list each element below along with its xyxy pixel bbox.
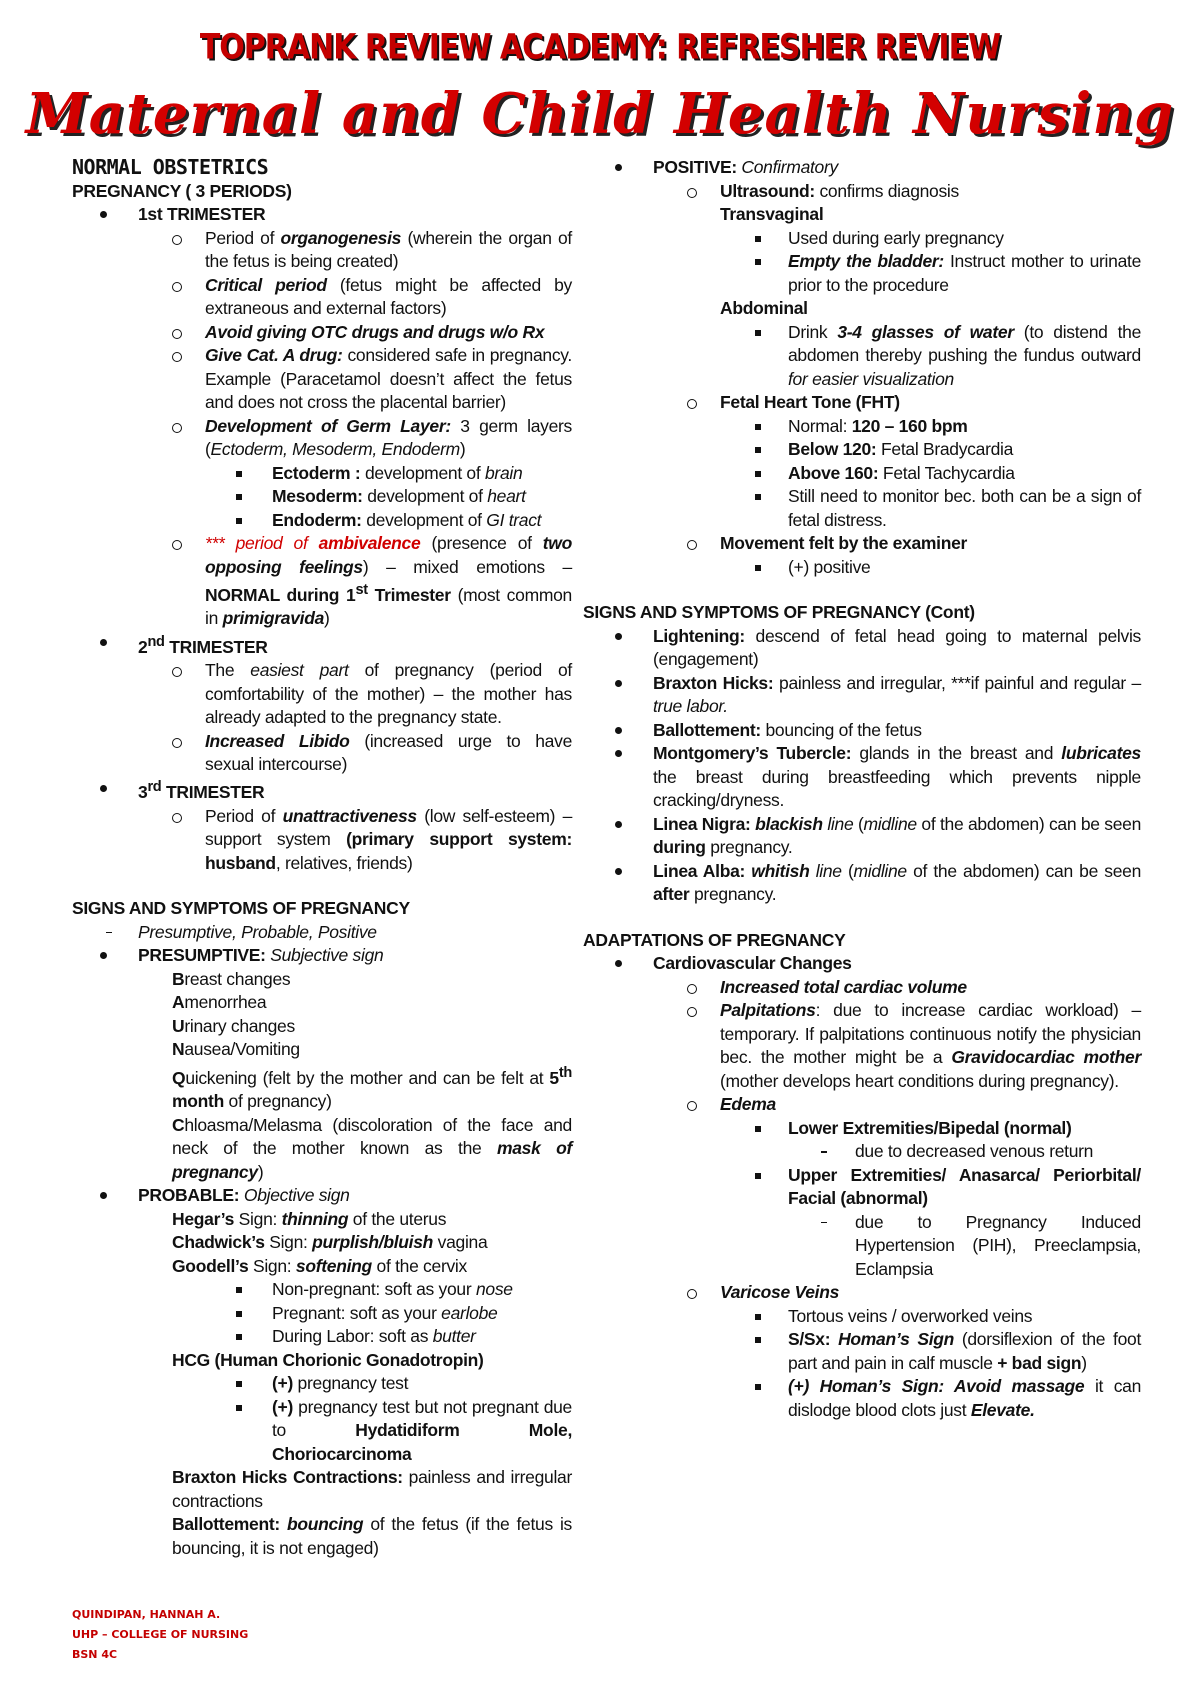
square-bullet-item [272, 462, 572, 486]
line-text: PROBABLE: Objective sign [138, 1185, 350, 1206]
line-text: Increased total cardiac volume [720, 976, 967, 997]
line-text: NORMAL OBSTETRICS [72, 155, 269, 179]
bullet-marker-icon [106, 932, 112, 934]
sign-item [172, 1015, 572, 1039]
line-text: Below 120: Fetal Bradycardia [788, 439, 1014, 459]
line-text: Abdominal [720, 298, 808, 318]
line-text: Above 160: Fetal Tachycardia [788, 462, 1015, 483]
line-text: Fetal Heart Tone (FHT) [720, 392, 900, 412]
line-text: Cardiovascular Changes [653, 953, 852, 973]
line-text: Goodell’s Sign: softening of the cervix [172, 1255, 467, 1276]
bullet-marker-icon [172, 423, 182, 433]
line-text: S/Sx: Homan’s Sign (dorsiflexion of the foot part and pain in calf muscle + bad sign) [788, 1329, 1142, 1373]
bullet-marker-icon [755, 447, 761, 453]
school-name: UHP – COLLEGE OF NURSING [72, 1628, 249, 1641]
bullet-item [138, 1184, 572, 1208]
left-column [72, 156, 572, 1560]
line-text: Edema [720, 1094, 776, 1114]
bullet-marker-icon [687, 1289, 697, 1299]
line-text: PREGNANCY ( 3 PERIODS) [72, 180, 292, 201]
square-bullet-item [272, 1396, 572, 1467]
bullet-marker-icon [755, 494, 761, 500]
bullet-marker-icon [615, 633, 622, 640]
bullet-marker-icon [172, 352, 182, 362]
bullet-marker-icon [755, 424, 761, 430]
line-text: Presumptive, Probable, Positive [138, 921, 377, 942]
line-text: During Labor: soft as butter [272, 1326, 476, 1347]
sub-bullet-item [205, 344, 572, 415]
academy-title: TOPRANK REVIEW ACADEMY: REFRESHER REVIEW [199, 27, 1001, 68]
line-text: (+) pregnancy test [272, 1373, 409, 1394]
bullet-marker-icon [100, 785, 107, 792]
line-text: Palpitations: due to increase cardiac workload) – temporary. If palpitations continuous notify the physician bec. the mother might be a Gravidocardiac mother (mother develops heart conditions during pregnancy). [720, 1000, 1142, 1091]
author-name: QUINDIPAN, HANNAH A. [72, 1608, 221, 1621]
bullet-item [653, 742, 1141, 813]
line-text: Varicose Veins [720, 1282, 840, 1302]
bullet-marker-icon [172, 738, 182, 748]
bullet-marker-icon [755, 1337, 761, 1343]
sign-item [172, 1349, 572, 1373]
line-text: Quickening (felt by the mother and can be felt at 5th month of pregnancy) [172, 1064, 572, 1112]
spacer [72, 875, 572, 897]
bullet-marker-icon [172, 667, 182, 677]
sub-bullet-item [205, 415, 572, 462]
bullet-marker-icon [172, 282, 182, 292]
line-text: Drink 3-4 glasses of water (to distend the abdomen thereby pushing the fundus outward for easier visualization [788, 321, 1142, 389]
bullet-marker-icon [236, 1405, 242, 1411]
square-bullet-item [788, 1117, 1141, 1141]
square-bullet-item [788, 1305, 1141, 1329]
bullet-marker-icon [687, 399, 697, 409]
square-bullet-item [788, 556, 1141, 580]
sign-item [172, 1038, 572, 1062]
bullet-marker-icon [615, 821, 622, 828]
line-text: (+) pregnancy test but not pregnant due to Hydatidiform Mole, Choriocarcinoma [272, 1396, 573, 1464]
line-text: Upper Extremities/ Anasarca/ Periorbital/ Facial (abnormal) [788, 1164, 1141, 1208]
bullet-marker-icon [100, 211, 107, 218]
line-text: Ectoderm : development of brain [272, 462, 523, 483]
line-text: Development of Germ Layer: 3 germ layers (Ectoderm, Mesoderm, Endoderm) [205, 415, 573, 459]
sign-item [172, 968, 572, 992]
square-bullet-item [788, 250, 1141, 297]
section-heading [72, 180, 572, 204]
section-heading [583, 601, 1141, 625]
bullet-item [653, 672, 1141, 719]
sub-bullet-item [205, 274, 572, 321]
sub-bullet-item [205, 730, 572, 777]
line-text: Give Cat. A drug: considered safe in pregnancy. Example (Paracetamol doesn’t affect the fetus and does not cross the placental barrier) [205, 345, 572, 412]
bullet-marker-icon [172, 235, 182, 245]
bullet-item [653, 813, 1141, 860]
square-bullet-item [272, 485, 572, 509]
square-bullet-item [788, 462, 1141, 486]
line-text: ADAPTATIONS OF PREGNANCY [583, 929, 846, 950]
line-text: Pregnant: soft as your earlobe [272, 1302, 498, 1323]
dash-item [855, 1211, 1141, 1282]
sub-bullet-item [720, 180, 1141, 204]
bullet-marker-icon [687, 1007, 697, 1017]
line-text: Tortous veins / overworked veins [788, 1305, 1033, 1326]
sign-item [172, 1466, 572, 1513]
bullet-marker-icon [687, 984, 697, 994]
bullet-marker-icon [755, 1173, 761, 1179]
bullet-marker-icon [755, 1384, 761, 1390]
line-text: Used during early pregnancy [788, 227, 1004, 248]
line-text: Braxton Hicks Contractions: painless and irregular contractions [172, 1467, 573, 1511]
square-bullet-item [788, 1375, 1141, 1422]
line-text: Critical period (fetus might be affected by extraneous and external factors) [205, 274, 572, 318]
line-text: POSITIVE: Confirmatory [653, 157, 838, 177]
line-text: Period of unattractiveness (low self-esteem) – support system (primary support system: husband, relatives, friends) [205, 805, 573, 873]
sub-bullet-item [720, 391, 1141, 415]
line-text: Lightening: descend of fetal head going to maternal pelvis (engagement) [653, 625, 1141, 669]
sub-bullet-item [720, 999, 1141, 1093]
bullet-marker-icon [615, 680, 622, 687]
sub-bullet-item [720, 1093, 1141, 1117]
line-text: Transvaginal [720, 204, 824, 224]
bullet-marker-icon [236, 471, 242, 477]
sub-bullet-item [205, 321, 572, 345]
line-text: HCG (Human Chorionic Gonadotropin) [172, 1349, 484, 1370]
line-text: Ballottement: bouncing of the fetus (if the fetus is bouncing, it is not engaged) [172, 1514, 572, 1558]
bullet-marker-icon [615, 868, 622, 875]
bullet-marker-icon [755, 330, 761, 336]
sign-item [172, 1062, 572, 1114]
method-label [720, 297, 1141, 321]
bullet-marker-icon [755, 236, 761, 242]
bullet-marker-icon [755, 259, 761, 265]
line-text: Ultrasound: confirms diagnosis [720, 180, 959, 201]
sub-bullet-item [720, 976, 1141, 1000]
line-text: PRESUMPTIVE: Subjective sign [138, 945, 384, 966]
section-heading [72, 897, 572, 921]
bullet-item [653, 719, 1141, 743]
bullet-marker-icon [100, 1192, 107, 1199]
bullet-marker-icon [236, 494, 242, 500]
line-text: *** period of ambivalence (presence of two opposing feelings) – mixed emotions – NORMAL during 1st Trimester (most common in primigravida) [205, 533, 573, 629]
line-text: Linea Alba: whitish line (midline of the abdomen) can be seen after pregnancy. [653, 860, 1142, 904]
line-text: Nausea/Vomiting [172, 1039, 300, 1060]
line-text: SIGNS AND SYMPTOMS OF PREGNANCY (Cont) [583, 602, 975, 622]
bullet-item [653, 625, 1141, 672]
bullet-item [138, 631, 572, 659]
bullet-item [653, 860, 1141, 907]
square-bullet-item [272, 1302, 572, 1326]
line-text: SIGNS AND SYMPTOMS OF PREGNANCY [72, 898, 410, 919]
bullet-marker-icon [172, 329, 182, 339]
bullet-item [138, 203, 572, 227]
bullet-marker-icon [687, 540, 697, 550]
spacer [643, 907, 1141, 929]
line-text: The easiest part of pregnancy (period of comfortability of the mother) – the mother has already adapted to the pregnancy state. [205, 660, 572, 728]
bullet-marker-icon [172, 540, 182, 550]
line-text: Empty the bladder: Instruct mother to urinate prior to the procedure [788, 251, 1142, 295]
bullet-marker-icon [615, 750, 622, 757]
line-text: Amenorrhea [172, 992, 267, 1013]
bullet-marker-icon [236, 1311, 242, 1317]
bullet-marker-icon [755, 565, 761, 571]
sign-item [172, 1231, 572, 1255]
sign-item [172, 991, 572, 1015]
sign-item [172, 1255, 572, 1279]
square-bullet-item [788, 227, 1141, 251]
bullet-marker-icon [236, 518, 242, 524]
bullet-marker-icon [615, 960, 622, 967]
line-text: 2nd TRIMESTER [138, 633, 268, 657]
page-header [0, 27, 1200, 147]
bullet-marker-icon [687, 188, 697, 198]
subject-title: Maternal and Child Health Nursing [25, 81, 1175, 147]
bullet-marker-icon [755, 1126, 761, 1132]
sub-bullet-item [720, 1281, 1141, 1305]
bullet-item [653, 156, 1141, 180]
line-text: Normal: 120 – 160 bpm [788, 415, 968, 436]
sign-item [172, 1513, 572, 1560]
line-text: Chadwick’s Sign: purplish/bluish vagina [172, 1232, 488, 1253]
line-text: Ballottement: bouncing of the fetus [653, 719, 922, 740]
square-bullet-item [788, 1328, 1141, 1375]
line-text: 3rd TRIMESTER [138, 779, 265, 803]
bullet-marker-icon [236, 1381, 242, 1387]
sub-bullet-item [205, 659, 572, 730]
section-heading [583, 929, 1141, 953]
square-bullet-item [788, 438, 1141, 462]
line-text: due to Pregnancy Induced Hypertension (PIH), Preeclampsia, Eclampsia [855, 1211, 1141, 1279]
method-label [720, 203, 1141, 227]
square-bullet-item [272, 1278, 572, 1302]
bullet-marker-icon [615, 727, 622, 734]
square-bullet-item [788, 485, 1141, 532]
section-name: BSN 4C [72, 1648, 118, 1661]
bullet-marker-icon [236, 1334, 242, 1340]
line-text: Endoderm: development of GI tract [272, 509, 542, 530]
line-text: Mesoderm: development of heart [272, 486, 526, 506]
line-text: Montgomery’s Tubercle: glands in the breast and lubricates the breast during breastfeeding which prevents nipple cracking/dryness. [653, 743, 1141, 810]
bullet-item [138, 777, 572, 805]
bullet-marker-icon [755, 471, 761, 477]
line-text: Urinary changes [172, 1015, 295, 1036]
line-text: Chloasma/Melasma (discoloration of the face and neck of the mother known as the mask of pregnancy) [172, 1114, 572, 1182]
line-text: Increased Libido (increased urge to have sexual intercourse) [205, 730, 573, 775]
sign-item [172, 1114, 572, 1185]
bullet-marker-icon [821, 1151, 827, 1153]
sub-bullet-item [205, 227, 572, 274]
bullet-marker-icon [821, 1222, 827, 1224]
line-text: Lower Extremities/Bipedal (normal) [788, 1117, 1072, 1138]
sub-bullet-item [720, 532, 1141, 556]
line-text: Braxton Hicks: painless and irregular, ***if painful and regular – true labor. [653, 672, 1141, 716]
right-column [583, 156, 1142, 1422]
bullet-marker-icon [687, 1101, 697, 1111]
line-text: (+) positive [788, 556, 871, 577]
square-bullet-item [272, 1372, 572, 1396]
spacer [643, 579, 1141, 601]
line-text: Movement felt by the examiner [720, 533, 968, 553]
square-bullet-item [272, 509, 572, 533]
section-heading [72, 156, 572, 180]
bullet-item [138, 944, 572, 968]
square-bullet-item [272, 1325, 572, 1349]
bullet-marker-icon [172, 813, 182, 823]
line-text: Linea Nigra: blackish line (midline of the abdomen) can be seen during pregnancy. [653, 813, 1142, 857]
sign-item [172, 1208, 572, 1232]
line-text: Breast changes [172, 968, 291, 989]
bullet-item [653, 952, 1141, 976]
line-text: due to decreased venous return [855, 1141, 1094, 1161]
square-bullet-item [788, 415, 1141, 439]
line-text: 1st TRIMESTER [138, 204, 266, 224]
line-text: Avoid giving OTC drugs and drugs w/o Rx [205, 321, 545, 342]
dash-item [855, 1140, 1141, 1164]
bullet-marker-icon [100, 952, 107, 959]
line-text: Period of organogenesis (wherein the organ of the fetus is being created) [205, 227, 572, 271]
bullet-marker-icon [100, 639, 107, 646]
bullet-marker-icon [755, 1314, 761, 1320]
line-text: (+) Homan’s Sign: Avoid massage it can dislodge blood clots just Elevate. [788, 1376, 1142, 1420]
dash-item [138, 921, 572, 945]
bullet-marker-icon [615, 164, 622, 171]
sub-bullet-item [205, 532, 572, 631]
sub-bullet-item [205, 805, 572, 876]
line-text: Hegar’s Sign: thinning of the uterus [172, 1208, 447, 1229]
square-bullet-item [788, 1164, 1141, 1211]
footer [72, 1605, 248, 1665]
bullet-marker-icon [236, 1287, 242, 1293]
line-text: Still need to monitor bec. both can be a sign of fetal distress. [788, 486, 1141, 530]
square-bullet-item [788, 321, 1141, 392]
line-text: Non-pregnant: soft as your nose [272, 1279, 513, 1300]
